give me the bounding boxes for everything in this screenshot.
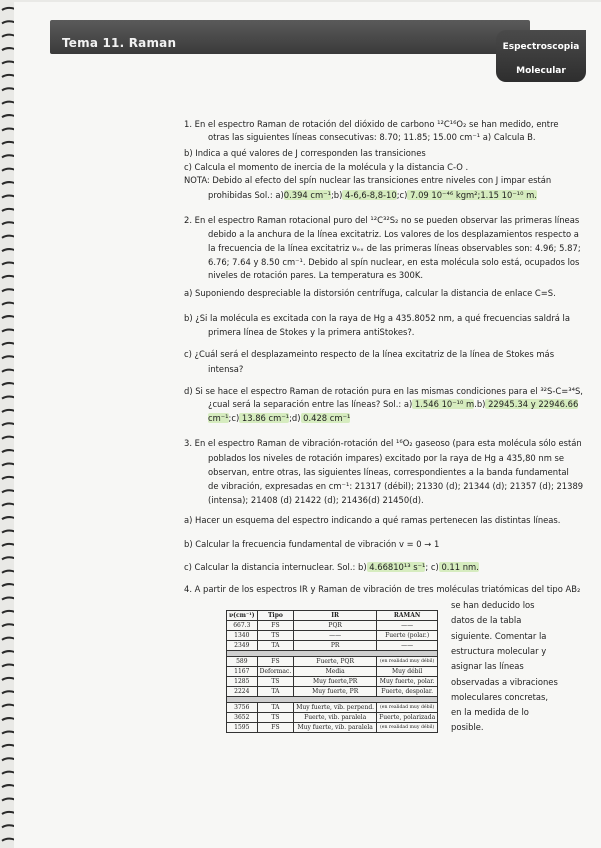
table-row — [227, 667, 438, 677]
p3-question-b: b) Calcular la frecuencia fundamental de vibración v = 0 → 1 — [184, 539, 440, 549]
table-cell: —— — [294, 631, 377, 641]
p2-question-a: a) Suponiendo despreciable la distorsión centrífuga, calcular la distancia de enlace C=S. — [184, 288, 556, 298]
p4-side-line: observadas a vibraciones — [451, 676, 558, 687]
p1-solution-line — [208, 190, 537, 201]
p2-line: debido a la anchura de la línea excitatriz. Los valores de los desplazamientos respecto a — [208, 229, 579, 239]
table-cell: TA — [257, 687, 294, 697]
section-tab-line1: Espectroscopia — [502, 42, 580, 52]
highlighted-answer: 13.86 cm⁻¹ — [239, 413, 290, 423]
highlighted-answer: 0.11 nm. — [438, 562, 479, 572]
p2-line: 2. En el espectro Raman rotacional puro del ¹²C³²S₂ no se pueden observar las primeras líneas — [184, 215, 580, 225]
table-cell: —— — [377, 621, 438, 631]
p3-line: 3. En el espectro Raman de vibración-rotación del ¹⁶O₂ gaseoso (para esta molécula sólo están — [184, 438, 582, 448]
p3-line: de vibración, expresadas en cm⁻¹: 21317 (débil); 21330 (d); 21344 (d); 21357 (d); 21389 — [208, 481, 584, 491]
table-cell: (en realidad muy débil) — [377, 703, 438, 713]
p2-question-b: b) ¿Si la molécula es excitada con la raya de Hg a 435.8052 nm, a qué frecuencias saldrá la — [184, 313, 571, 323]
text: ;d) — [289, 413, 301, 423]
p4-side-line: moleculares concretas, — [451, 691, 549, 702]
text: ;b) — [330, 190, 343, 200]
highlighted-answer: 1.546 10⁻¹⁰ m — [412, 399, 475, 409]
p3-line: (intensa); 21408 (d) 21422 (d); 21436(d) 21450(d). — [208, 495, 424, 505]
column-header: IR — [294, 611, 377, 621]
table-row — [227, 677, 438, 687]
p1-line: 1. En el espectro Raman de rotación del dióxido de carbono ¹²C¹⁶O₂ se han medido, entre — [184, 119, 559, 129]
table-row — [227, 703, 438, 713]
table-cell: 1167 — [227, 667, 258, 677]
table-cell: Muy débil — [377, 667, 438, 677]
p2-question-c: c) ¿Cuál será el desplazameinto respecto de la línea excitatriz de la línea de Stokes más — [184, 349, 555, 359]
table-cell: 2224 — [227, 687, 258, 697]
p1-line: c) Calcula el momento de inercia de la molécula y la distancia C-O . — [184, 162, 469, 172]
p4-side-line: asignar las líneas — [451, 661, 524, 672]
table-cell: PR — [294, 641, 377, 651]
table-row — [227, 687, 438, 697]
table-cell: TS — [257, 713, 294, 723]
p2-line: la frecuencia de la línea excitatriz νₑₓ de las primeras líneas observables son: 4.96; 5.87; — [208, 243, 581, 253]
table-cell: (en realidad muy débil) — [377, 723, 438, 733]
table-cell: Fuerte (polar.) — [377, 631, 438, 641]
highlighted-answer: 22945.34 y 22946.66 — [485, 399, 579, 409]
p3-line: observan, entre otras, las siguientes líneas, correspondientes a la banda fundamental — [208, 467, 569, 477]
highlighted-answer: 7.09 10⁻⁴⁶ kgm²;1.15 10⁻¹⁰ m. — [407, 190, 537, 200]
table-cell: TS — [257, 677, 294, 687]
p4-side-line: se han deducido los — [451, 600, 535, 610]
text: ¿cual será la separación entre las líneas? Sol.: a) — [208, 399, 413, 409]
p2-solution-line — [208, 399, 578, 410]
text: ; c) — [425, 562, 439, 572]
p4-side-line: estructura molecular y — [451, 645, 547, 656]
text: ;c) — [228, 413, 240, 423]
p2-question-b: primera línea de Stokes y la primera antiStokes?. — [208, 327, 415, 337]
table-cell: Muy fuerte,PR — [294, 677, 377, 687]
text: .b) — [474, 399, 486, 409]
table-cell: Fuerte, polarizada — [377, 713, 438, 723]
table-cell: TA — [257, 641, 294, 651]
table-cell: 3756 — [227, 703, 258, 713]
table-cell: Muy fuerte, vib. paralela — [294, 723, 377, 733]
table-header-row — [227, 611, 438, 621]
table-cell: Fuerte, despolar. — [377, 687, 438, 697]
table-cell: FS — [257, 621, 294, 631]
table-cell: PQR — [294, 621, 377, 631]
p4-side-line: siguiente. Comentar la — [451, 630, 547, 641]
text: ;c) — [396, 190, 408, 200]
column-header: ν(cm⁻¹) — [227, 611, 258, 621]
table-cell: Muy fuerte, PR — [294, 687, 377, 697]
table-cell: Muy fuerte, polar. — [377, 677, 438, 687]
p3-line: poblados los niveles de rotación impares) excitado por la raya de Hg a 435,80 nm se — [208, 453, 565, 463]
table-row — [227, 631, 438, 641]
table-cell: —— — [377, 641, 438, 651]
table-row — [227, 621, 438, 631]
p2-line: 6.76; 7.64 y 8.50 cm⁻¹. Debido al spín nuclear, en esta molécula solo está, ocupados los — [208, 257, 580, 267]
table-cell: Fuerte, PQR — [294, 657, 377, 667]
section-tab-line2: Molecular — [516, 66, 566, 76]
column-header: Tipo — [257, 611, 294, 621]
p2-solution-line — [208, 413, 350, 424]
table-cell: (en realidad muy débil) — [377, 657, 438, 667]
column-header: RAMAN — [377, 611, 438, 621]
page-title: Tema 11. Raman — [62, 36, 177, 50]
vibration-table — [226, 610, 438, 733]
p1-line: NOTA: Debido al efecto del spín nuclear las transiciones entre niveles con J impar están — [184, 175, 552, 185]
p1-line: b) Indica a qué valores de J corresponden las transiciones — [184, 148, 426, 158]
highlighted-answer: cm⁻¹ — [208, 413, 229, 423]
table-cell: Media — [294, 667, 377, 677]
table-cell: FS — [257, 723, 294, 733]
p3-question-a: a) Hacer un esquema del espectro indicando a qué ramas pertenecen las distintas líneas. — [184, 515, 561, 525]
p4-side-line: datos de la tabla — [451, 615, 522, 626]
highlighted-answer: 0.428 cm⁻¹ — [300, 413, 351, 423]
table-cell: 667.3 — [227, 621, 258, 631]
highlighted-answer: 4-6,6-8,8-10 — [342, 190, 397, 200]
table-cell: Deformac. — [257, 667, 294, 677]
p2-question-d: d) Si se hace el espectro Raman de rotación pura en las mismas condiciones para el ³²S-C=³⁴S, — [184, 386, 583, 396]
p2-line: niveles de rotación pares. La temperatura es 300K. — [208, 270, 423, 280]
p4-line: 4. A partir de los espectros IR y Raman de vibración de tres moléculas triatómicas del tipo AB₂ — [184, 584, 581, 594]
p3-solution-line — [184, 562, 479, 573]
table-cell: TS — [257, 631, 294, 641]
table-row — [227, 713, 438, 723]
table-cell: 3652 — [227, 713, 258, 723]
table-cell: Muy fuerte, vib. perpend. — [294, 703, 377, 713]
table-row — [227, 657, 438, 667]
highlighted-answer: 4.66810¹³ s⁻¹ — [366, 562, 426, 572]
table-row — [227, 723, 438, 733]
p1-line: otras las siguientes líneas consecutivas: 8.70; 11.85; 15.00 cm⁻¹ a) Calcula B. — [208, 132, 536, 142]
text: c) Calcular la distancia internuclear. Sol.: b) — [184, 562, 367, 572]
p4-side-line: posible. — [451, 722, 484, 733]
table-cell: 1285 — [227, 677, 258, 687]
table-row — [227, 641, 438, 651]
table-cell: 1340 — [227, 631, 258, 641]
table-cell: 589 — [227, 657, 258, 667]
table-cell: TA — [257, 703, 294, 713]
table-cell: FS — [257, 657, 294, 667]
highlighted-answer: 0.394 cm⁻¹ — [283, 190, 331, 200]
table-cell: 2349 — [227, 641, 258, 651]
text: prohibidas Sol.: a) — [208, 190, 284, 200]
table-cell: 1595 — [227, 723, 258, 733]
p4-side-line: en la medida de lo — [451, 707, 529, 718]
p2-question-c: intensa? — [208, 364, 244, 374]
table-cell: Fuerte, vib. paralela — [294, 713, 377, 723]
